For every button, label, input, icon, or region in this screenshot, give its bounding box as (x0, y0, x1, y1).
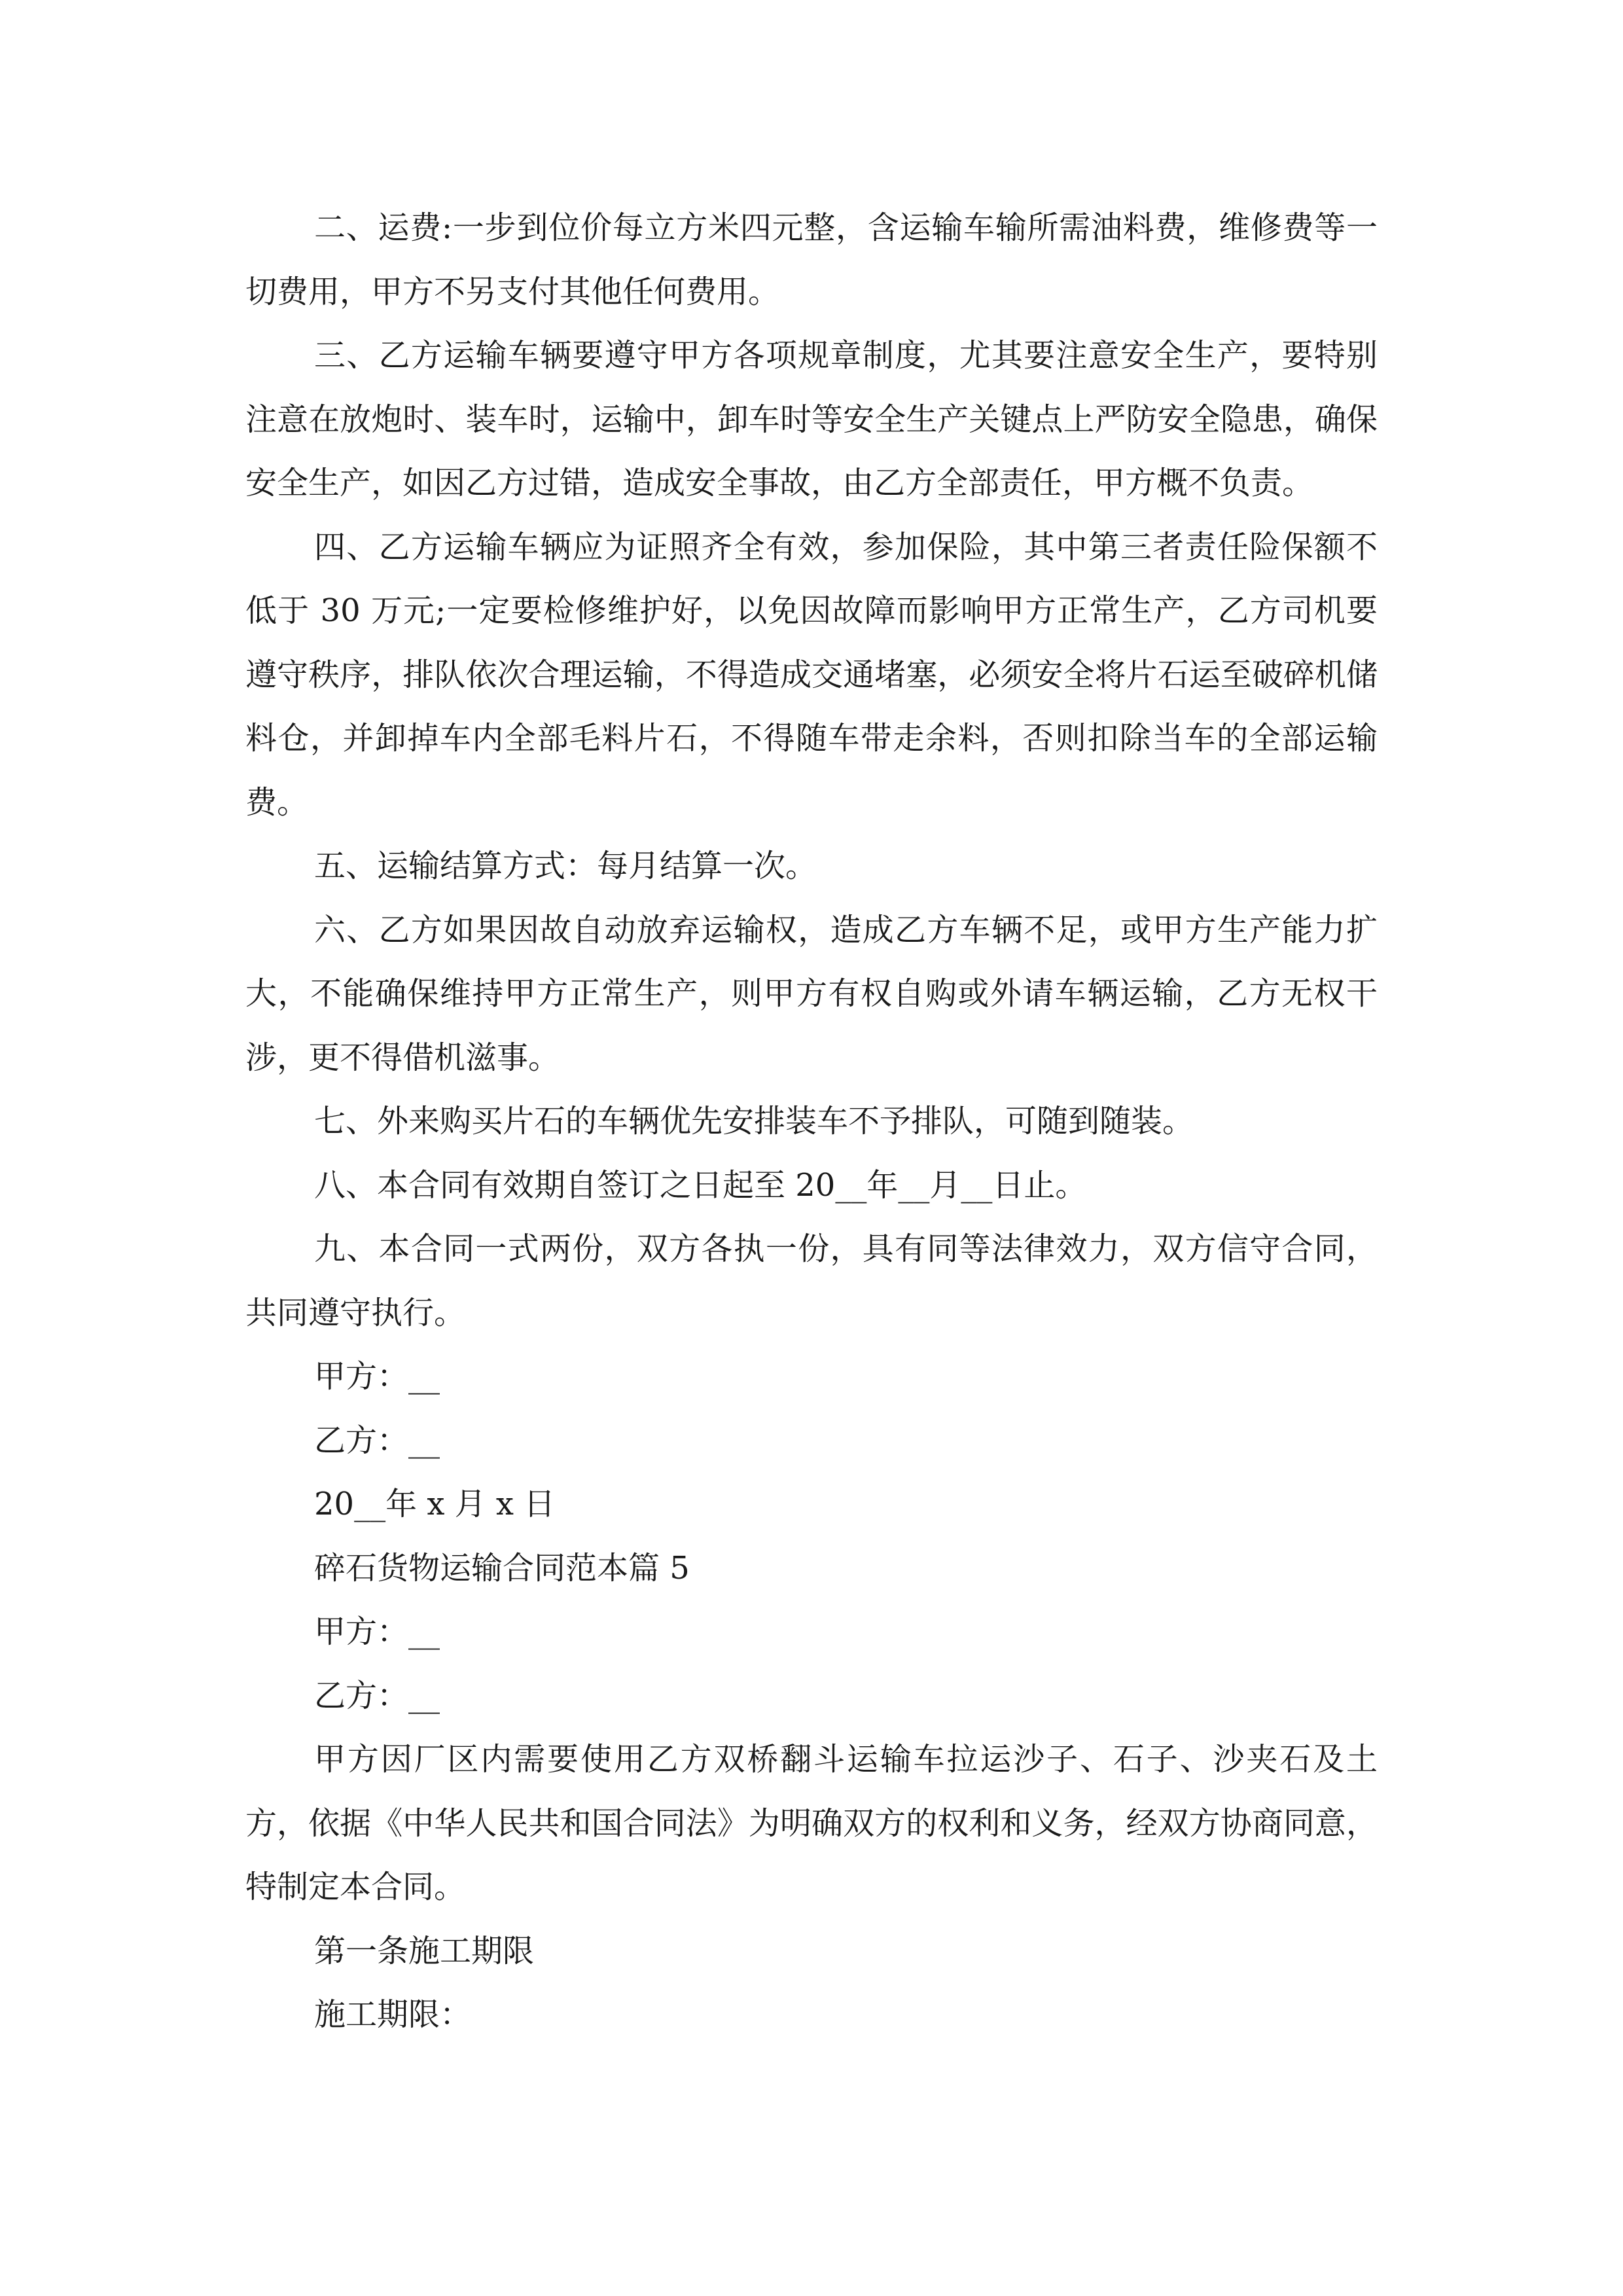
party-a-line: 甲方：__ (314, 1613, 440, 1650)
party-b-line: 乙方：__ (314, 1677, 440, 1714)
clause-safety: 三、乙方运输车辆要遵守甲方各项规章制度，尤其要注意安全生产，要特别注意在放炮时、装车时，运输中，卸车时等安全生产关键点上严防安全隐患，确保安全生产，如因乙方过错，造成安全事故，由乙方全部责任，甲方概不负责。 (245, 337, 1378, 501)
preamble: 甲方因厂区内需要使用乙方双桥翻斗运输车拉运沙子、石子、沙夹石及土方，依据《中华人民共和国合同法》为明确双方的权利和义务，经双方协商同意，特制定本合同。 (245, 1741, 1378, 1905)
clause-settlement: 五、运输结算方式：每月结算一次。 (314, 848, 817, 884)
document-body (245, 196, 1378, 2047)
clause-external-buyers: 七、外来购买片石的车辆优先安排装车不予排队，可随到随装。 (314, 1103, 1194, 1139)
clause-validity: 八、本合同有效期自签订之日起至 20__年__月__日止。 (314, 1166, 1087, 1204)
signature-date: 20__年 x 月 x 日 (314, 1486, 556, 1522)
clause-vehicle-insurance: 四、乙方运输车辆应为证照齐全有效，参加保险，其中第三者责任险保额不低于 30 万元;一定要检修维护好，以免因故障而影响甲方正常生产，乙方司机要遵守秩序，排队依次合理运输，不得造成交通堵塞，必须安全将片石运至破碎机储料仓，并卸掉车内全部毛料片石，不得随车带走余料，否则扣除当车的全部运输费。 (245, 528, 1378, 821)
signature-party-a: 甲方：__ (314, 1358, 440, 1395)
construction-period: 施工期限： (314, 1996, 472, 2033)
clause-freight: 二、运费:一步到位价每立方米四元整，含运输车输所需油料费，维修费等一切费用，甲方不另支付其他任何费用。 (245, 209, 1378, 310)
article-1-heading: 第一条施工期限 (314, 1932, 535, 1969)
clause-copies: 九、本合同一式两份，双方各执一份，具有同等法律效力，双方信守合同，共同遵守执行。 (245, 1230, 1378, 1331)
signature-party-b: 乙方：__ (314, 1422, 440, 1459)
section-title: 碎石货物运输合同范本篇 5 (314, 1549, 690, 1587)
clause-transport-rights: 六、乙方如果因故自动放弃运输权，造成乙方车辆不足，或甲方生产能力扩大，不能确保维持甲方正常生产，则甲方有权自购或外请车辆运输，乙方无权干涉，更不得借机滋事。 (245, 911, 1378, 1076)
